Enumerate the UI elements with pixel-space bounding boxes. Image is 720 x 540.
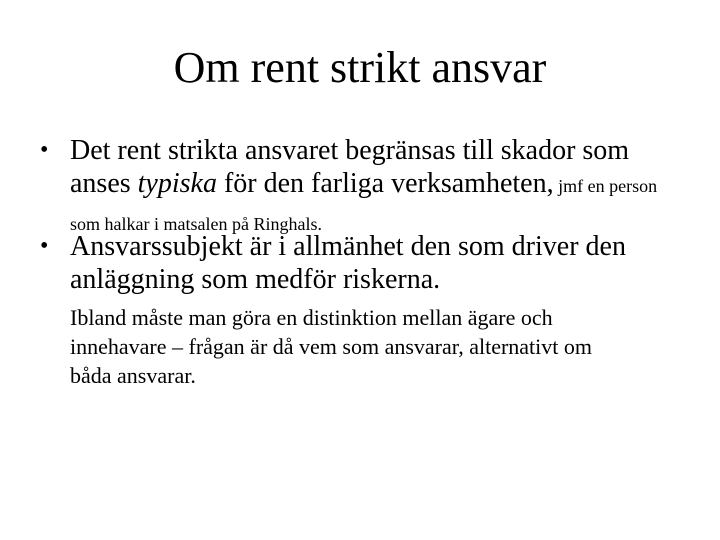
bullet-1-text-2b: för den farliga verksamheten, xyxy=(216,168,554,199)
slide-title: Om rent strikt ansvar xyxy=(173,43,547,92)
bullet-item-2 xyxy=(40,230,700,296)
bullet-1-line-3: som halkar i matsalen på Ringhals. xyxy=(70,214,322,234)
paragraph-line-2: innehavare – frågan är då vem som ansvarar, alternativt om xyxy=(70,334,593,359)
paragraph-line-1: Ibland måste man göra en distinktion mellan ägare och xyxy=(70,305,553,330)
bullet-marker: • xyxy=(40,137,49,163)
bullet-2-line-2: anläggning som medför riskerna. xyxy=(70,264,441,295)
bullet-1-line-2 xyxy=(40,167,700,203)
bullet-2-line-1 xyxy=(40,230,700,263)
paragraph-line-3: båda ansvarar. xyxy=(70,363,196,388)
bullet-2-text-1: Ansvarssubjekt är i allmänhet den som driver den xyxy=(70,231,626,262)
bullet-marker: • xyxy=(40,233,49,259)
bullet-1-line-1 xyxy=(40,134,700,167)
bullet-1-text-1: Det rent strikta ansvaret begränsas till skador som xyxy=(70,135,630,166)
bullet-item-1 xyxy=(40,134,700,236)
body-paragraph xyxy=(70,303,690,390)
bullet-1-text-2-small: jmf en person xyxy=(553,176,658,196)
bullet-1-italic-word: typiska xyxy=(137,168,217,199)
bullet-1-text-2a: anses xyxy=(70,168,138,199)
